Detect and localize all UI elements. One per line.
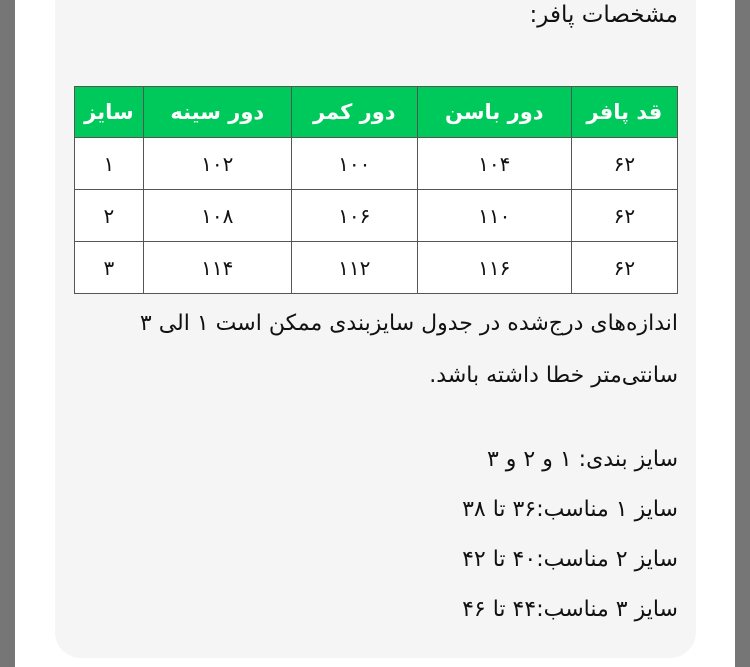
cell-chest: ۱۱۴: [143, 242, 291, 294]
size-guide-item: سایز ۱ مناسب:۳۶ تا ۳۸: [462, 497, 678, 522]
cell-height: ۶۲: [571, 242, 677, 294]
size-guide-item: سایز ۲ مناسب:۴۰ تا ۴۲: [462, 547, 678, 572]
cell-size: ۲: [75, 190, 144, 242]
header-size: سایز: [75, 87, 144, 138]
spec-title: مشخصات پافر:: [529, 2, 678, 28]
cell-waist: ۱۱۲: [291, 242, 417, 294]
cell-hip: ۱۰۴: [417, 138, 571, 190]
product-spec-card: [55, 0, 696, 658]
size-guide-item: سایز بندی: ۱ و ۲ و ۳: [486, 447, 678, 472]
header-chest: دور سینه: [143, 87, 291, 138]
cell-hip: ۱۱۰: [417, 190, 571, 242]
cell-hip: ۱۱۶: [417, 242, 571, 294]
table-header-row: [75, 87, 678, 138]
left-edge-bar: [0, 0, 15, 667]
cell-chest: ۱۰۲: [143, 138, 291, 190]
cell-size: ۱: [75, 138, 144, 190]
table-row: [75, 242, 678, 294]
header-waist: دور کمر: [291, 87, 417, 138]
header-hip: دور باسن: [417, 87, 571, 138]
cell-waist: ۱۰۰: [291, 138, 417, 190]
table-row: [75, 190, 678, 242]
cell-size: ۳: [75, 242, 144, 294]
size-guide-list: [462, 435, 678, 635]
size-guide-item: سایز ۳ مناسب:۴۴ تا ۴۶: [462, 597, 678, 622]
cell-height: ۶۲: [571, 138, 677, 190]
table-row: [75, 138, 678, 190]
cell-waist: ۱۰۶: [291, 190, 417, 242]
right-edge-bar: [735, 0, 750, 667]
header-height: قد پافر: [571, 87, 677, 138]
cell-chest: ۱۰۸: [143, 190, 291, 242]
size-table: [74, 86, 678, 294]
measurement-note: اندازه‌های درج‌شده در جدول سایزبندی ممکن است ۱ الی ۳ سانتی‌متر خطا داشته باشد.: [139, 311, 678, 388]
cell-height: ۶۲: [571, 190, 677, 242]
